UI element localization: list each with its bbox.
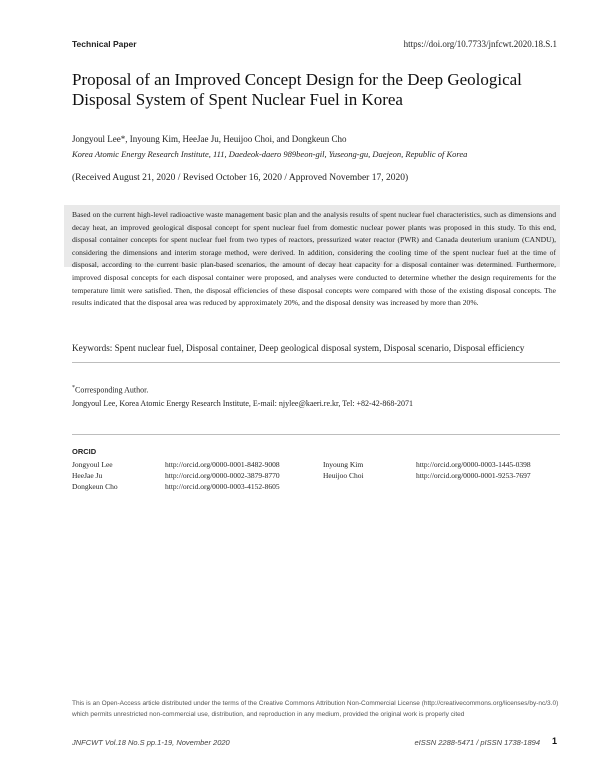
page-number: 1 (551, 736, 557, 746)
corresponding-label-text: Corresponding Author. (75, 385, 149, 395)
publication-dates: (Received August 21, 2020 / Revised October 16, 2020 / Approved November 17, 2020) (72, 173, 409, 183)
orcid-link[interactable]: http://orcid.org/0000-0001-9253-7697 (416, 471, 531, 480)
affiliation: Korea Atomic Energy Research Institute, 111, Daedeok-daero 989beon-gil, Yuseong-gu, Daejeon, Republic of Korea (72, 149, 468, 159)
orcid-name: Heuijoo Choi (323, 471, 364, 480)
paper-title: Proposal of an Improved Concept Design for the Deep Geological Disposal System of Spent Nuclear Fuel in Korea (72, 70, 522, 109)
keywords: Keywords: Spent nuclear fuel, Disposal container, Deep geological disposal system, Disposal scenario, Disposal efficiency (72, 343, 525, 353)
journal-citation: JNFCWT Vol.18 No.S pp.1-19, November 2020 (72, 738, 230, 747)
orcid-link[interactable]: http://orcid.org/0000-0002-3879-8770 (165, 471, 280, 480)
abstract-text: Based on the current high-level radioactive waste management basic plan and the analysis results of spent nuclear fuel characteristics, such as dimensions and decay heat, an improved geological disposal concept for spent nuclear fuel from domestic nuclear power plants was proposed in this study. To this end, disposal container concepts for spent nuclear fuel from two types of reactors, pressurized water reactor (PWR) and Canada deuterium uranium (CANDU), considering the dimensions and interim storage method, were derived. In addition, considering the cooling time of the spent nuclear fuel at the time of disposal, according to the current basic plan-based scenarios, the amount of decay heat capacity for a disposal container was determined. Furthermore, improved disposal concepts for each disposal container were proposed, and analyses were conducted to determine whether the design requirements for the temperature limit were satisfied. Then, the disposal efficiencies of these disposal concepts were compared with those of the existing disposal concepts. The results indicated that the disposal area was reduced by approximately 20%, and the disposal density was increased by more than 20%. (72, 210, 556, 308)
issn: eISSN 2288-5471 / pISSN 1738-1894 (414, 738, 540, 747)
orcid-name: Inyoung Kim (323, 460, 364, 469)
section-label: Technical Paper (72, 39, 137, 49)
corresponding-label (72, 385, 148, 395)
orcid-link[interactable]: http://orcid.org/0000-0003-4152-8605 (165, 482, 280, 491)
corresponding-mark: * (72, 385, 75, 391)
divider (72, 362, 560, 363)
license-notice: This is an Open-Access article distributed under the terms of the Creative Commons Attribution Non-Commercial License (http://creativecommons.org/licenses/by-nc/3.0) which permits unrestricted non-commercial use, distribution, and reproduction in any medium, provided the original work is properly cited (72, 700, 559, 718)
orcid-name: HeeJae Ju (72, 471, 103, 480)
divider (72, 434, 560, 435)
orcid-heading: ORCID (72, 447, 97, 456)
orcid-link[interactable]: http://orcid.org/0000-0003-1445-0398 (416, 460, 531, 469)
corresponding-details: Jongyoul Lee, Korea Atomic Energy Research Institute, E-mail: njylee@kaeri.re.kr, Tel: +82-42-868-2071 (72, 399, 414, 408)
orcid-name: Jongyoul Lee (72, 460, 113, 469)
doi-link[interactable]: https://doi.org/10.7733/jnfcwt.2020.18.S.1 (403, 39, 557, 49)
author-list: Jongyoul Lee*, Inyoung Kim, HeeJae Ju, Heuijoo Choi, and Dongkeun Cho (72, 134, 347, 144)
orcid-link[interactable]: http://orcid.org/0000-0001-8482-9008 (165, 460, 280, 469)
orcid-name: Dongkeun Cho (72, 482, 118, 491)
